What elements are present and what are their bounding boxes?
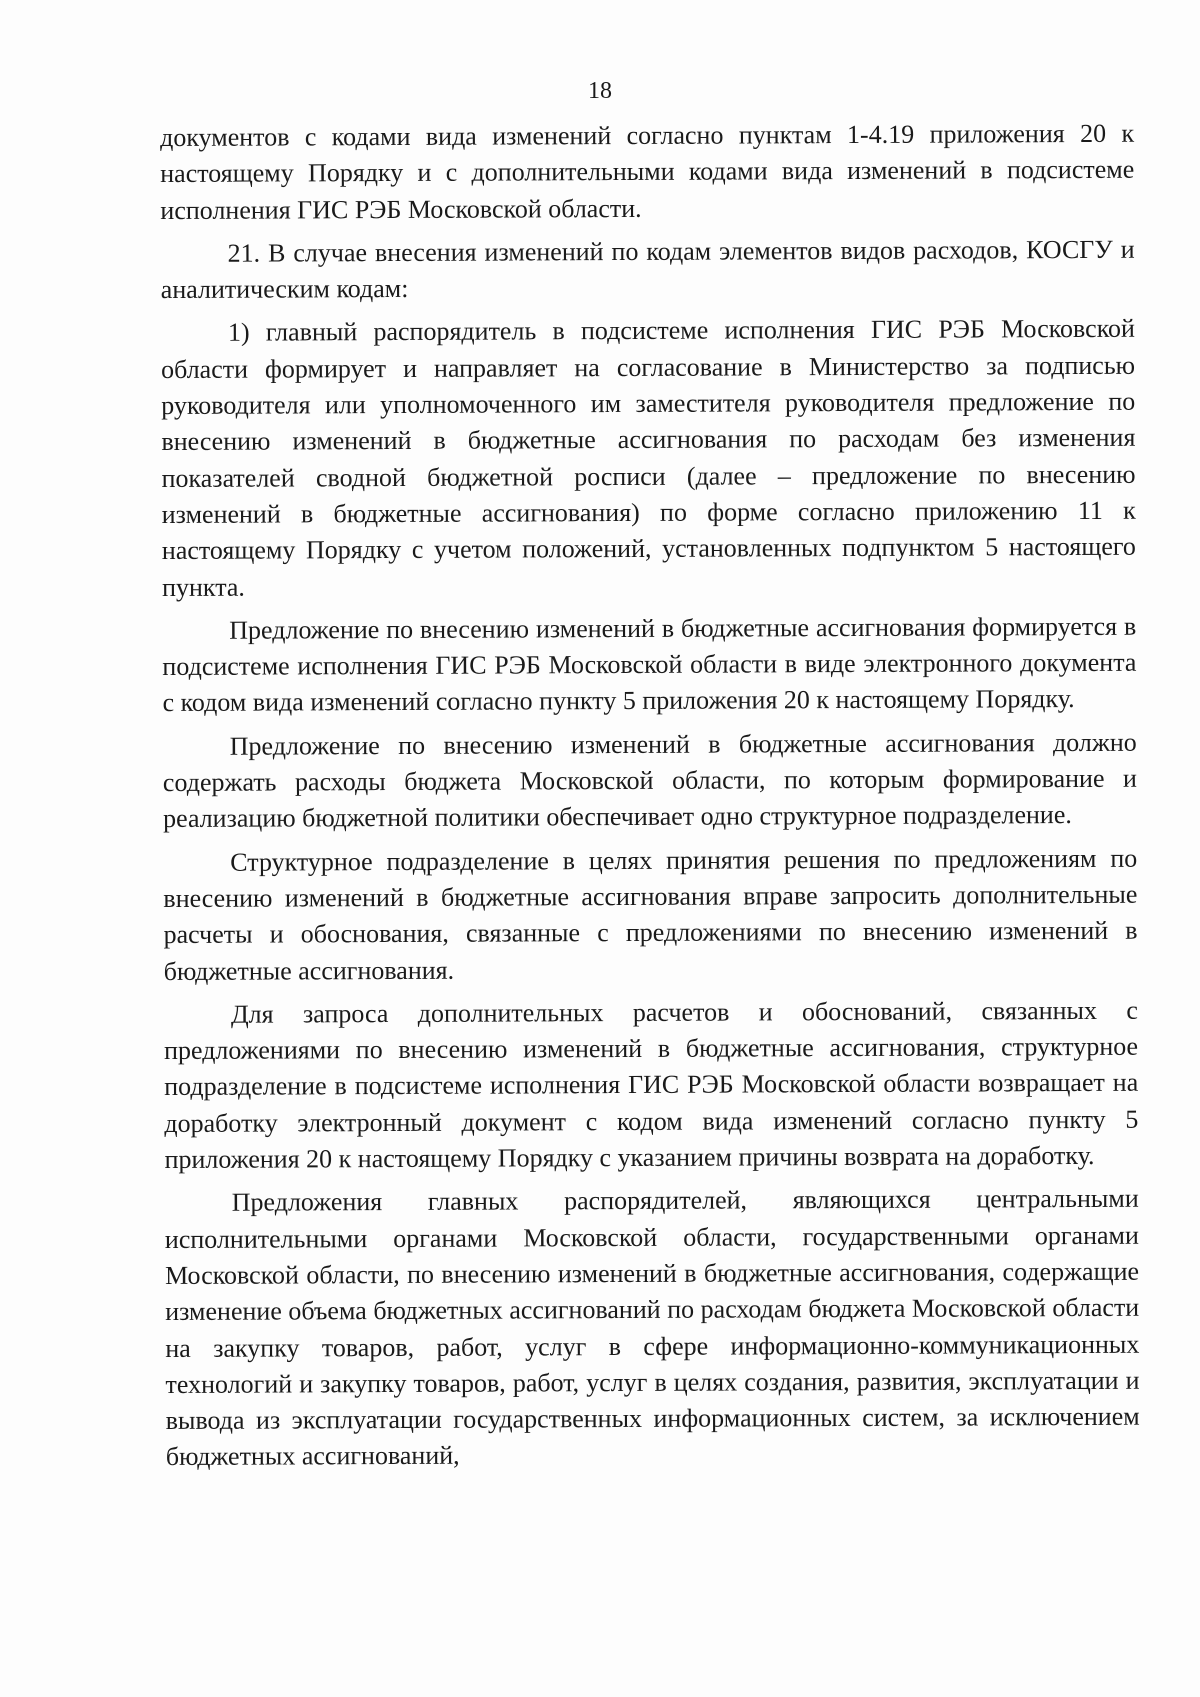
paragraph-subclause-1: 1) главный распорядитель в подсистеме исполнения ГИС РЭБ Московской области формирует и направляет на согласование в Министерство за подписью руководителя или уполномоченного им заместителя руководителя предложение по внесению изменений в бюджетные ассигнования по расходам без изменения показателей сводной бюджетной росписи (далее – предложение по внесению изменений в бюджетные ассигнования) по форме согласно приложению 11 к настоящему Порядку с учетом положений, установленных подпунктом 5 настоящего пункта. (161, 314, 1136, 602)
paragraph-clause-21: 21. В случае внесения изменений по кодам элементов видов расходов, КОСГУ и аналитическим кодам: (160, 234, 1135, 305)
paragraph: Для запроса дополнительных расчетов и обоснований, связанных с предложениями по внесению изменений в бюджетные ассигнования, структурное подразделение в подсистеме исполнения ГИС РЭБ Московской области возвращает на доработку электронный документ с кодом вида изменений согласно пункту 5 приложения 20 к настоящему Порядку с указанием причины возврата на доработку. (163, 995, 1139, 1175)
paragraph: Структурное подразделение в целях принятия решения по предложениям по внесению изменений в бюджетные ассигнования вправе запросить дополнительные расчеты и обоснования, связанные с предложениями по внесению изменений в бюджетные ассигнования. (163, 843, 1138, 986)
paragraph: Предложение по внесению изменений в бюджетные ассигнования формируется в подсистеме исполнения ГИС РЭБ Московской области в виде электронного документа с кодом вида изменений согласно пункту 5 приложения 20 к настоящему Порядку. (162, 611, 1137, 718)
paragraph-continuation: документов с кодами вида изменений согласно пунктам 1-4.19 приложения 20 к настоящему Порядку и с дополнительными кодами вида изменений в подсистеме исполнения ГИС РЭБ Московской области. (160, 118, 1135, 225)
document-body (160, 116, 1140, 1483)
paragraph: Предложение по внесению изменений в бюджетные ассигнования должно содержать расходы бюджета Московской области, по которым формирование и реализацию бюджетной политики обеспечивает одно структурное подразделение. (162, 727, 1137, 834)
page-number: 18 (588, 78, 612, 104)
paragraph: Предложения главных распорядителей, являющихся центральными исполнительными органами Московской области, государственными органами Московской области, по внесению изменений в бюджетные ассигнования, содержащие изменение объема бюджетных ассигнований по расходам бюджета Московской области на закупку товаров, работ, услуг в сфере информационно-коммуникационных технологий и закупку товаров, работ, услуг в целях создания, развития, эксплуатации и вывода из эксплуатации государственных информационных систем, за исключением бюджетных ассигнований, (164, 1184, 1140, 1472)
